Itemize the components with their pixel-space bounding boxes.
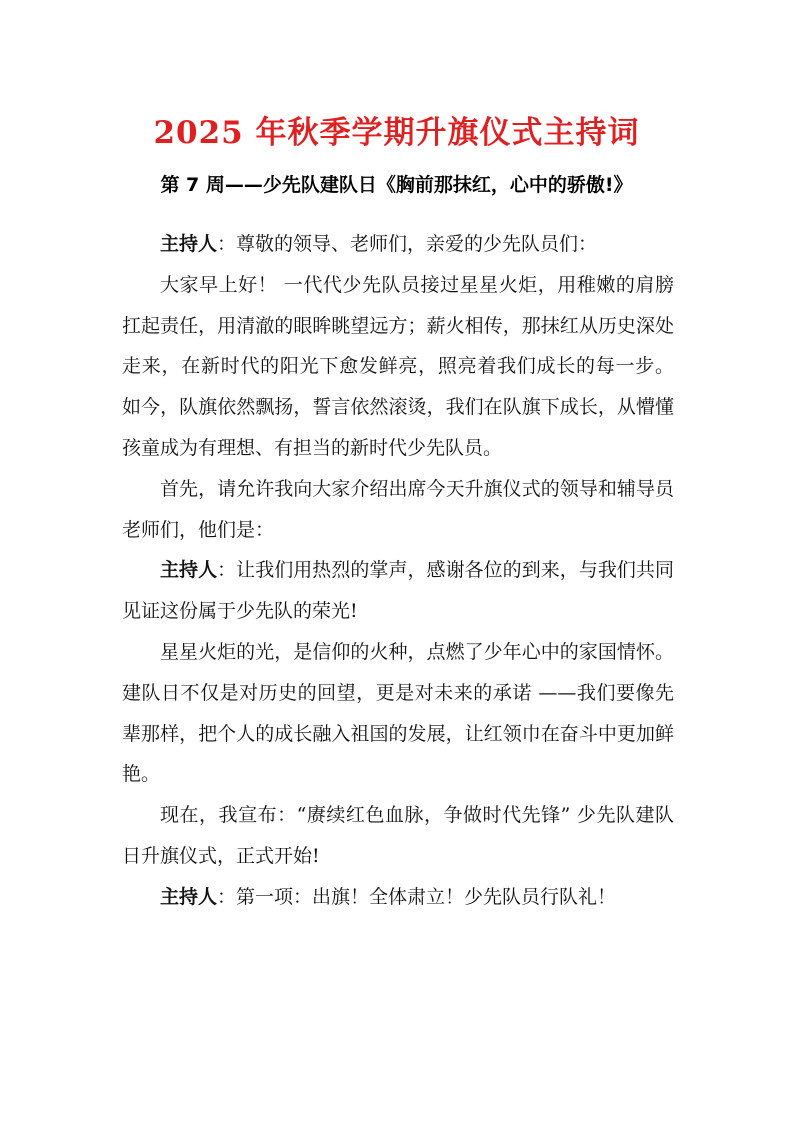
paragraph-announcement: 现在，我宣布：“赓续红色血脉，争做时代先锋” 少先队建队日升旗仪式，正式开始! — [122, 804, 674, 867]
host-label: 主持人 — [160, 559, 218, 582]
paragraph-step-one — [122, 877, 674, 918]
paragraph-text: ：让我们用热烈的掌声，感谢各位的到来，与我们共同见证这份属于少先队的荣光! — [122, 559, 674, 623]
paragraph-text: ：尊敬的领导、老师们，亲爱的少先队员们： — [217, 233, 598, 255]
paragraph-introduction: 首先，请允许我向大家介绍出席今天升旗仪式的领导和辅导员老师们，他们是： — [122, 477, 674, 541]
paragraph-opening: 大家早上好！ 一代代少先队员接过星星火炬，用稚嫩的肩膀扛起责任，用清澈的眼眸眺望远方；薪火相传，那抹红从历史深处走来，在新时代的阳光下愈发鲜亮，照亮着我们成长的每一步。 如今，队旗依然飘扬，誓言依然滚烫，我们在队旗下成长，从懵懂孩童成为有理想、有担当的新时代少先队员。 — [122, 273, 674, 459]
host-label: 主持人 — [160, 233, 218, 255]
document-body — [122, 224, 674, 918]
paragraph-welcome — [122, 550, 674, 632]
host-label: 主持人 — [160, 885, 218, 908]
paragraph-greeting — [122, 224, 674, 265]
document-title: 2025 年秋季学期升旗仪式主持词 — [153, 115, 640, 151]
paragraph-torch: 星星火炬的光，是信仰的火种，点燃了少年心中的家国情怀。建队日不仅是对历史的回望，更是对未来的承诺 ——我们要像先辈那样，把个人的成长融入祖国的发展，让红领巾在奋斗中更加鲜艳。 — [122, 640, 674, 786]
paragraph-text: ：第一项：出旗！全体肃立！少先队员行队礼！ — [217, 885, 617, 908]
document-subtitle: 第 7 周——少先队建队日《胸前那抹红，心中的骄傲!》 — [160, 174, 633, 196]
